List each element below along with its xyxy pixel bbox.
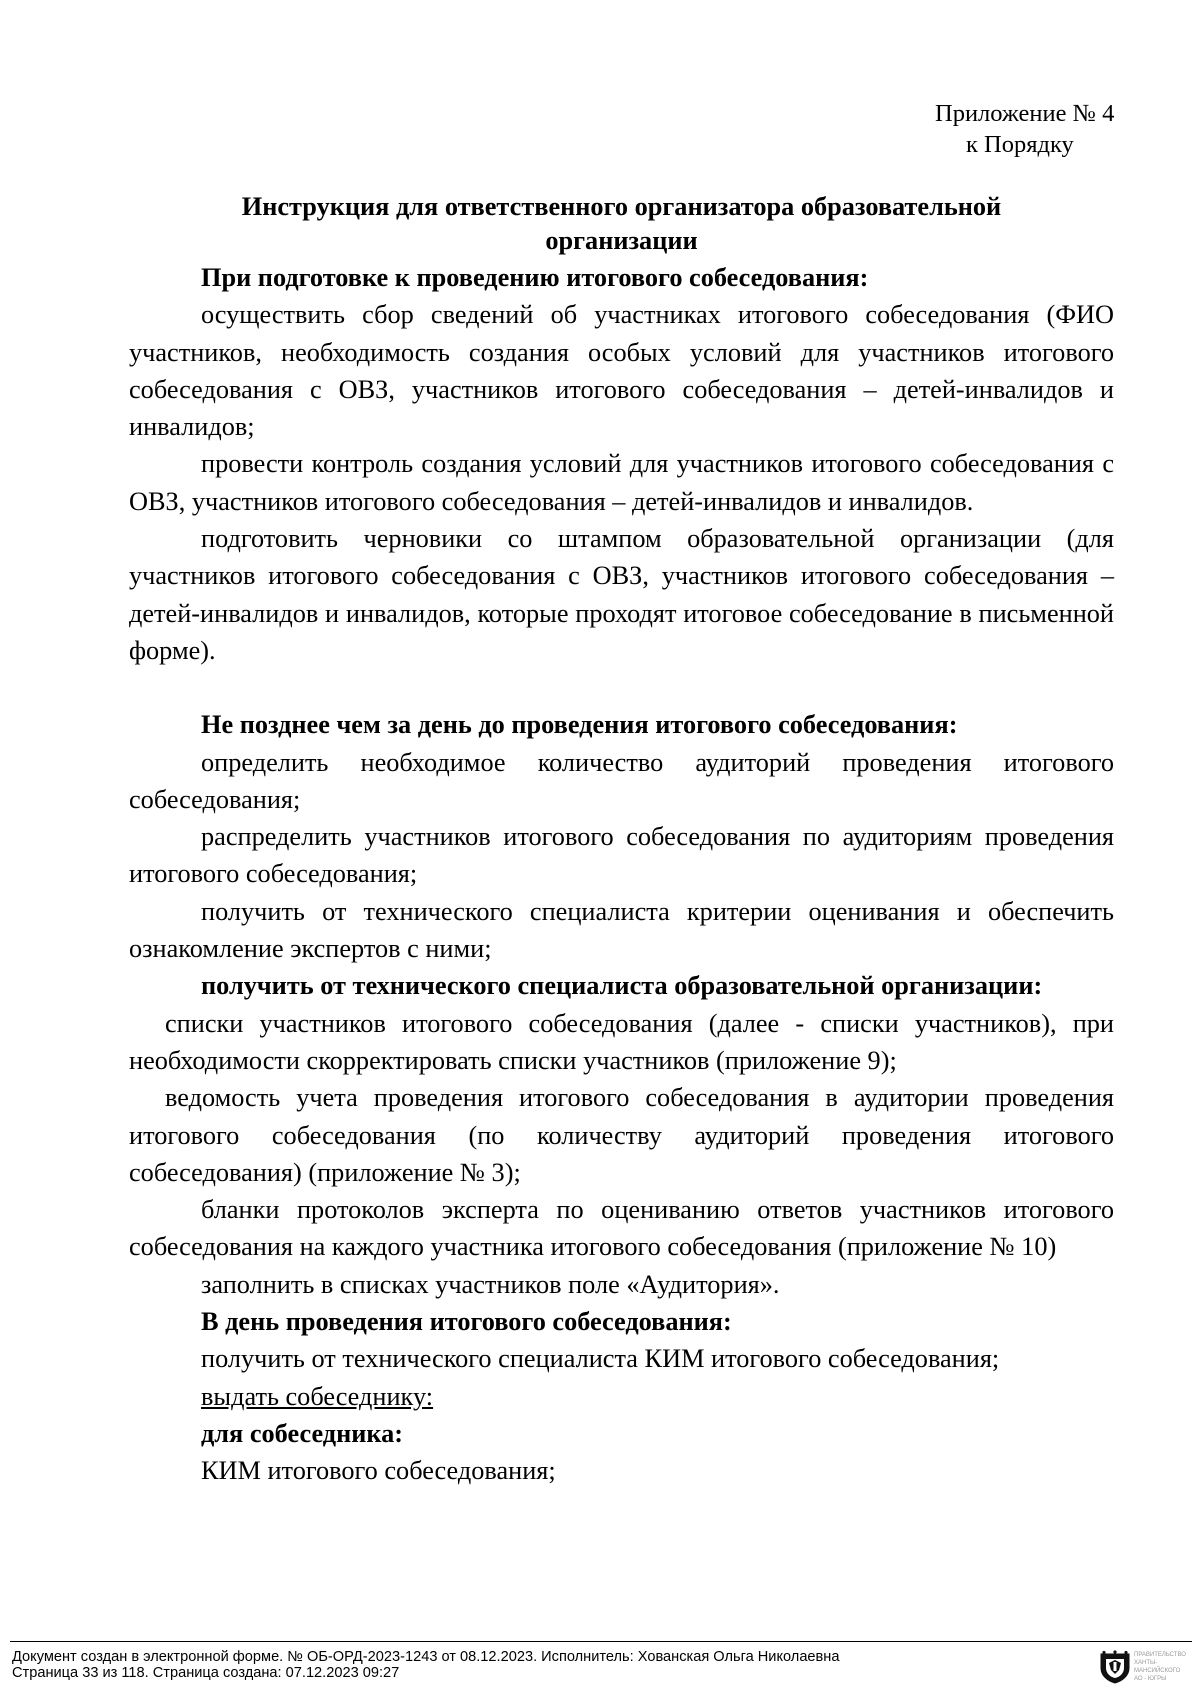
emblem-caption-line: АО - ЮГРЫ [1134, 1676, 1167, 1682]
section-heading-tech-specialist: получить от технического специалиста образовательной организации: [201, 971, 1043, 1001]
appendix-line-2: к Порядку [966, 131, 1074, 158]
emblem-caption [1134, 1651, 1194, 1683]
paragraph: списки участников итогового собеседования (далее - списки участников), при необходимости скорректировать списки участников (приложение 9); [129, 1008, 1114, 1075]
footer-line-1: Документ создан в электронной форме. № ОБ-ОРД-2023-1243 от 08.12.2023. Исполнитель: Хованская Ольга Николаевна [12, 1649, 840, 1665]
paragraph: получить от технического специалиста критерии оценивания и обеспечить ознакомление экспертов с ними; [129, 896, 1114, 964]
document-body [129, 190, 1114, 1490]
footer-text [12, 1649, 839, 1681]
footer-divider [10, 1641, 1192, 1642]
section-heading-preparation: При подготовке к проведению итогового собеседования: [201, 263, 869, 292]
coat-of-arms-icon [1098, 1650, 1132, 1684]
paragraph: ведомость учета проведения итогового собеседования в аудитории проведения итогового собеседования (по количеству аудиторий проведения итогового собеседования) (приложение № 3); [129, 1083, 1114, 1187]
section-heading-day-before: Не позднее чем за день до проведения итогового собеседования: [201, 710, 958, 740]
appendix-reference [935, 98, 1120, 160]
paragraph: КИМ итогового собеседования; [201, 1456, 556, 1486]
paragraph: бланки протоколов эксперта по оцениванию ответов участников итогового собеседования на каждого участника итогового собеседования (приложение № 10) [129, 1195, 1114, 1262]
paragraph-underlined [129, 1378, 1114, 1415]
document-title [129, 190, 1114, 258]
paragraph: заполнить в списках участников поле «Аудитория». [201, 1269, 780, 1299]
emblem-caption-line: ПРАВИТЕЛЬСТВО [1134, 1652, 1186, 1658]
spacer [129, 669, 1114, 706]
paragraph: провести контроль создания условий для участников итогового собеседования с ОВЗ, участников итогового собеседования – детей-инвалидов и инвалидов. [129, 449, 1114, 516]
paragraph: осуществить сбор сведений об участниках итогового собеседования (ФИО участников, необходимость создания особых условий для участников итогового собеседования с ОВЗ, участников итогового собеседования – детей-инвалидов и инвалидов; [129, 300, 1114, 442]
paragraph: определить необходимое количество аудиторий проведения итогового собеседования; [129, 747, 1114, 814]
section-heading-exam-day: В день проведения итогового собеседования: [201, 1307, 732, 1337]
appendix-line-1: Приложение № 4 [935, 100, 1115, 127]
emblem-caption-line: ХАНТЫ-МАНСИЙСКОГО [1134, 1660, 1181, 1674]
document-footer [0, 1639, 1200, 1698]
paragraph: подготовить черновики со штампом образовательной организации (для участников итогового собеседования с ОВЗ, участников итогового собеседования – детей-инвалидов и инвалидов, которые проходят итоговое собеседование в письменной форме). [129, 524, 1114, 665]
paragraph: распределить участников итогового собеседования по аудиториям проведения итогового собеседования; [129, 822, 1114, 889]
title-line-2: организации [545, 226, 698, 255]
underlined-text: выдать собеседнику: [201, 1381, 434, 1411]
section-heading-interlocutor: для собеседника: [201, 1418, 404, 1448]
title-line-1: Инструкция для ответственного организатора образовательной [241, 192, 1002, 221]
paragraph: получить от технического специалиста КИМ итогового собеседования; [201, 1344, 1000, 1374]
footer-line-2: Страница 33 из 118. Страница создана: 07.12.2023 09:27 [12, 1665, 400, 1681]
